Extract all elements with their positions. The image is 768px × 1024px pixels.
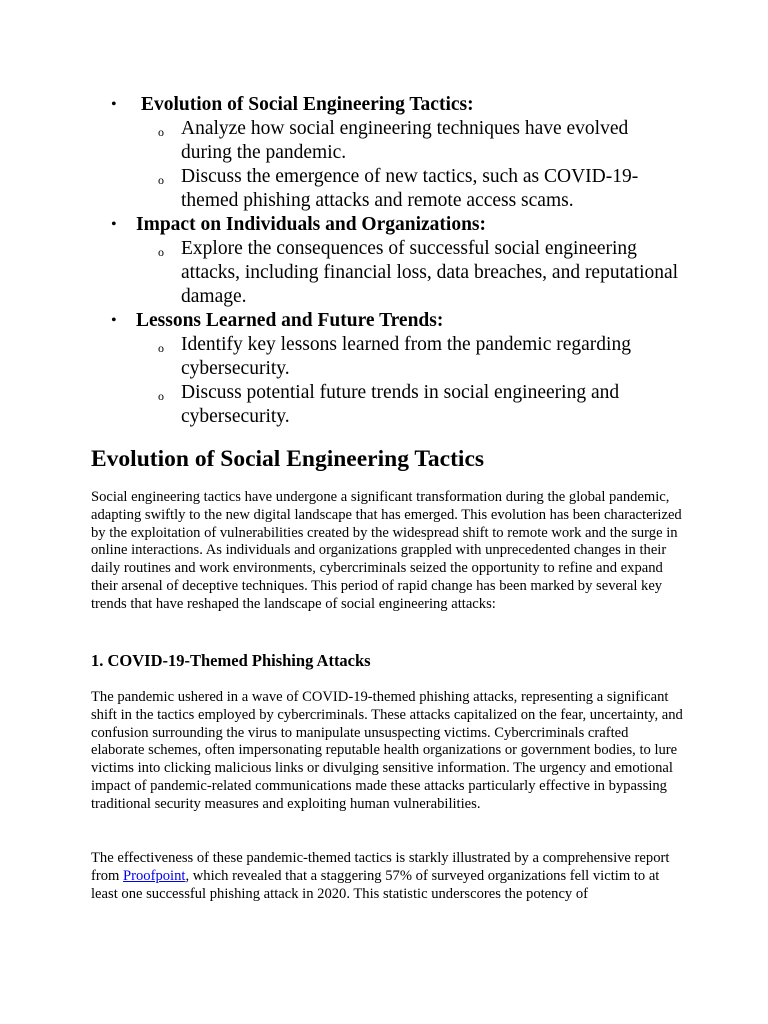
outline-subitem-text: Discuss the emergence of new tactics, such as COVID-19-themed phishing attacks and remote access scams. [181, 166, 639, 211]
outline-subitem [0, 117, 768, 165]
outline-item [0, 309, 768, 333]
paragraph-text-before-link: The effectiveness of these pandemic-themed tactics is starkly illustrated by a comprehensive report from [91, 850, 670, 884]
sub-bullet-marker: o [158, 341, 164, 355]
outline-subitem [0, 333, 768, 381]
outline-subitem [0, 381, 768, 429]
outline-list [0, 93, 768, 429]
paragraph-text-after-link: , which revealed that a staggering 57% of surveyed organizations fell victim to at least one successful phishing attack in 2020. This statistic underscores the potency of [91, 867, 660, 902]
outline-subitem-text: Discuss potential future trends in social engineering and cybersecurity. [181, 382, 620, 427]
outline-subitem-text: Explore the consequences of successful social engineering attacks, including financial loss, data breaches, and reputational damage. [181, 238, 679, 307]
outline-item-title: Evolution of Social Engineering Tactics: [141, 94, 474, 115]
section-heading: Evolution of Social Engineering Tactics [91, 446, 485, 472]
outline-subitem-text: Identify key lessons learned from the pandemic regarding cybersecurity. [181, 334, 631, 379]
sub-bullet-marker: o [158, 245, 164, 259]
outline-item-title: Lessons Learned and Future Trends: [136, 310, 444, 331]
outline-item-title: Impact on Individuals and Organizations: [136, 214, 487, 235]
bullet-marker: • [111, 312, 117, 329]
sub-bullet-marker: o [158, 173, 164, 187]
proofpoint-link[interactable]: Proofpoint [123, 867, 186, 884]
subsection-paragraph: The pandemic ushered in a wave of COVID-19-themed phishing attacks, representing a significant shift in the tactics employed by cybercriminals. These attacks capitalized on the fear, uncertainty, and confusion surrounding the virus to manipulate unsuspecting victims. Cybercriminals crafted elaborate schemes, often impersonating reputable health organizations or government bodies, to lure victims into clicking malicious links or divulging sensitive information. The urgency and emotional impact of pandemic-related communications made these attacks particularly effective in bypassing traditional security measures and exploiting human vulnerabilities. [91, 689, 683, 812]
outline-item [0, 93, 768, 117]
section-intro-paragraph: Social engineering tactics have undergone a significant transformation during the global pandemic, adapting swiftly to the new digital landscape that has emerged. This evolution has been characterized by the exploitation of vulnerabilities created by the widespread shift to remote work and the surge in online interactions. As individuals and organizations grappled with unprecedented changes in their daily routines and work environments, cybercriminals seized the opportunity to refine and expand their arsenal of deceptive techniques. This period of rapid change has been marked by several key trends that have reshaped the landscape of social engineering attacks: [91, 489, 682, 612]
bullet-marker: • [111, 96, 117, 113]
outline-subitem [0, 165, 768, 213]
subsection-paragraph-with-link [91, 850, 683, 903]
outline-subitem [0, 237, 768, 309]
outline-item [0, 213, 768, 237]
sub-bullet-marker: o [158, 125, 164, 139]
bullet-marker: • [111, 216, 117, 233]
subsection-heading: 1. COVID-19-Themed Phishing Attacks [91, 651, 371, 670]
sub-bullet-marker: o [158, 389, 164, 403]
outline-subitem-text: Analyze how social engineering techniques have evolved during the pandemic. [181, 118, 629, 163]
